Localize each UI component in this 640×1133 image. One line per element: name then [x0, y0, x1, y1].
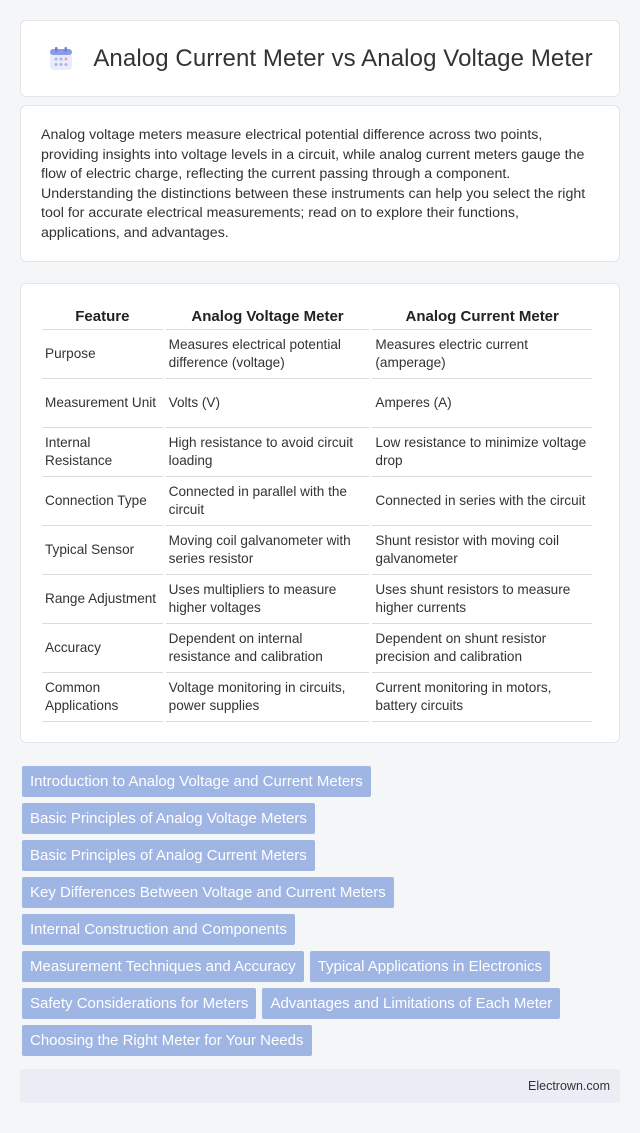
- cell-feature: Common Applications: [42, 673, 163, 722]
- cell-voltage-meter: Voltage monitoring in circuits, power supplies: [166, 673, 370, 722]
- intro-text: Analog voltage meters measure electrical potential difference across two points, providing insights into voltage levels in a circuit, while analog current meters gauge the flow of electric charge, reflecting the current passing through a component. Understanding the distinctions between these instruments can help you select the right tool for accurate electrical measurements; read on to explore their functions, applications, and advantages.: [41, 127, 586, 241]
- table-row: [42, 526, 592, 575]
- topic-link[interactable]: Internal Construction and Components: [22, 914, 295, 945]
- topic-row: [22, 766, 620, 797]
- header-current-meter: Analog Current Meter: [372, 302, 592, 330]
- cell-feature: Measurement Unit: [42, 379, 163, 428]
- intro-card: [20, 105, 620, 262]
- cell-voltage-meter: High resistance to avoid circuit loading: [166, 428, 370, 477]
- topic-links: [22, 766, 620, 1062]
- cell-voltage-meter: Moving coil galvanometer with series resistor: [166, 526, 370, 575]
- topic-row: [22, 951, 620, 982]
- topic-link[interactable]: Choosing the Right Meter for Your Needs: [22, 1025, 312, 1056]
- topic-row: [22, 1025, 620, 1056]
- cell-feature: Typical Sensor: [42, 526, 163, 575]
- cell-feature: Connection Type: [42, 477, 163, 526]
- table-row: [42, 575, 592, 624]
- table-row: [42, 330, 592, 379]
- topic-link[interactable]: Measurement Techniques and Accuracy: [22, 951, 304, 982]
- table-row: [42, 673, 592, 722]
- topic-link[interactable]: Typical Applications in Electronics: [310, 951, 550, 982]
- cell-feature: Range Adjustment: [42, 575, 163, 624]
- cell-current-meter: Current monitoring in motors, battery circuits: [372, 673, 592, 722]
- topic-link[interactable]: Key Differences Between Voltage and Current Meters: [22, 877, 394, 908]
- table-row: [42, 428, 592, 477]
- cell-current-meter: Amperes (A): [372, 379, 592, 428]
- cell-current-meter: Measures electric current (amperage): [372, 330, 592, 379]
- topic-row: [22, 877, 620, 908]
- page-title: Analog Current Meter vs Analog Voltage Meter: [93, 44, 593, 72]
- cell-voltage-meter: Measures electrical potential difference (voltage): [166, 330, 370, 379]
- cell-current-meter: Connected in series with the circuit: [372, 477, 592, 526]
- footer: [20, 1069, 620, 1103]
- topic-link[interactable]: Advantages and Limitations of Each Meter: [262, 988, 560, 1019]
- cell-feature: Purpose: [42, 330, 163, 379]
- comparison-table: [39, 302, 595, 722]
- table-row: [42, 379, 592, 428]
- topic-link[interactable]: Basic Principles of Analog Voltage Meters: [22, 803, 315, 834]
- topic-row: [22, 914, 620, 945]
- cell-current-meter: Low resistance to minimize voltage drop: [372, 428, 592, 477]
- cell-current-meter: Shunt resistor with moving coil galvanometer: [372, 526, 592, 575]
- table-header-row: [42, 302, 592, 330]
- calendar-grid-icon: [47, 45, 75, 73]
- cell-voltage-meter: Volts (V): [166, 379, 370, 428]
- topic-link[interactable]: Safety Considerations for Meters: [22, 988, 256, 1019]
- header-feature: Feature: [42, 302, 163, 330]
- cell-voltage-meter: Uses multipliers to measure higher voltages: [166, 575, 370, 624]
- topic-link[interactable]: Basic Principles of Analog Current Meters: [22, 840, 315, 871]
- cell-voltage-meter: Connected in parallel with the circuit: [166, 477, 370, 526]
- topic-row: [22, 840, 620, 871]
- cell-feature: Accuracy: [42, 624, 163, 673]
- footer-site-name: Electrown.com: [528, 1079, 610, 1093]
- cell-feature: Internal Resistance: [42, 428, 163, 477]
- table-row: [42, 624, 592, 673]
- topic-row: [22, 803, 620, 834]
- cell-current-meter: Uses shunt resistors to measure higher currents: [372, 575, 592, 624]
- cell-voltage-meter: Dependent on internal resistance and calibration: [166, 624, 370, 673]
- comparison-table-card: [20, 283, 620, 743]
- cell-current-meter: Dependent on shunt resistor precision and calibration: [372, 624, 592, 673]
- table-row: [42, 477, 592, 526]
- topic-link[interactable]: Introduction to Analog Voltage and Current Meters: [22, 766, 371, 797]
- header-voltage-meter: Analog Voltage Meter: [166, 302, 370, 330]
- title-card: [20, 20, 620, 97]
- topic-row: [22, 988, 620, 1019]
